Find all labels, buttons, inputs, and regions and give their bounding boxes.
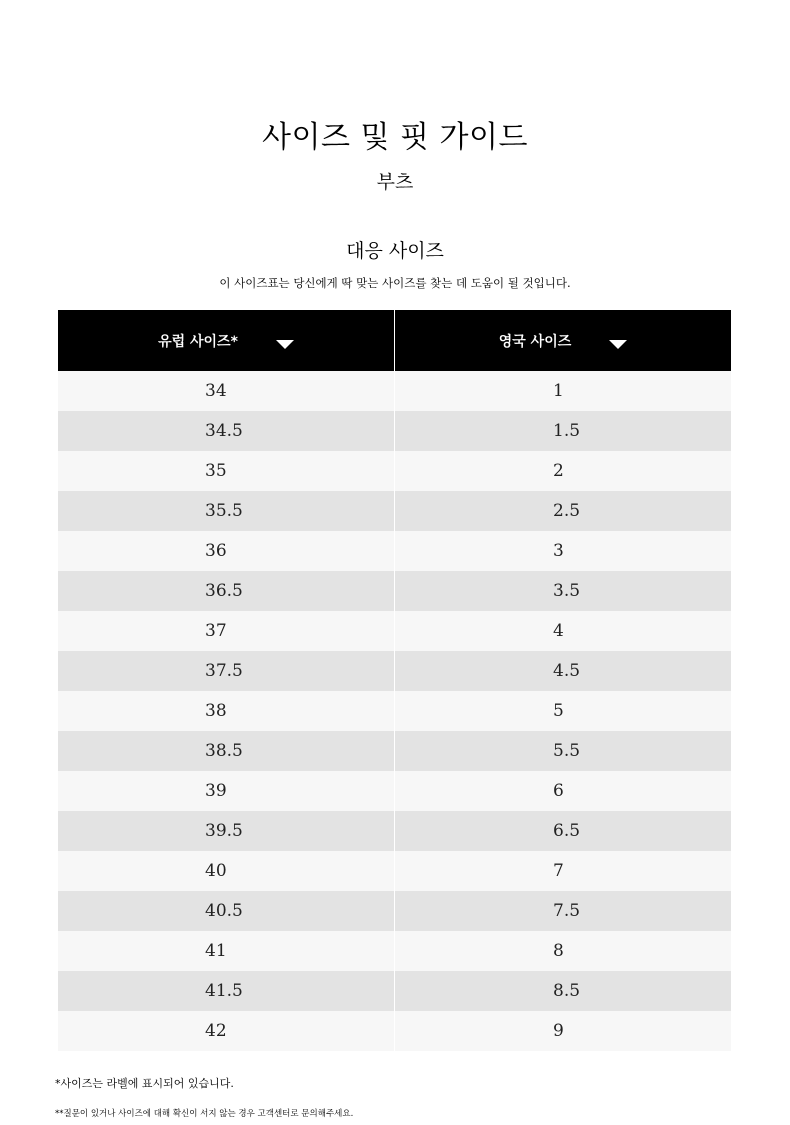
uk-size-cell: 8 bbox=[395, 931, 731, 971]
eu-size-cell: 37 bbox=[58, 611, 394, 651]
eu-size-column-header[interactable] bbox=[58, 310, 394, 371]
label-footnote: *사이즈는 라벨에 표시되어 있습니다. bbox=[55, 1077, 234, 1090]
table-row bbox=[58, 651, 731, 691]
table-row bbox=[58, 371, 731, 411]
eu-size-cell: 35.5 bbox=[58, 491, 394, 531]
uk-size-cell: 4.5 bbox=[395, 651, 731, 691]
table-row bbox=[58, 931, 731, 971]
eu-size-cell: 40.5 bbox=[58, 891, 394, 931]
table-row bbox=[58, 611, 731, 651]
table-row bbox=[58, 851, 731, 891]
table-row bbox=[58, 531, 731, 571]
caret-down-icon[interactable] bbox=[609, 340, 627, 349]
page-title: 사이즈 및 핏 가이드 bbox=[262, 120, 528, 155]
caret-down-icon[interactable] bbox=[276, 340, 294, 349]
uk-size-cell: 3.5 bbox=[395, 571, 731, 611]
table-row bbox=[58, 1011, 731, 1051]
uk-size-column-header[interactable] bbox=[395, 310, 731, 371]
uk-size-cell: 7 bbox=[395, 851, 731, 891]
section-description: 이 사이즈표는 당신에게 딱 맞는 사이즈를 찾는 데 도움이 될 것입니다. bbox=[219, 276, 571, 290]
table-row bbox=[58, 691, 731, 731]
size-table bbox=[58, 310, 731, 1051]
eu-size-cell: 36.5 bbox=[58, 571, 394, 611]
eu-size-cell: 36 bbox=[58, 531, 394, 571]
uk-size-cell: 8.5 bbox=[395, 971, 731, 1011]
uk-size-cell: 1.5 bbox=[395, 411, 731, 451]
uk-size-cell: 6.5 bbox=[395, 811, 731, 851]
table-row bbox=[58, 971, 731, 1011]
eu-size-cell: 41.5 bbox=[58, 971, 394, 1011]
table-row bbox=[58, 451, 731, 491]
uk-size-cell: 2 bbox=[395, 451, 731, 491]
uk-size-cell: 6 bbox=[395, 771, 731, 811]
table-row bbox=[58, 491, 731, 531]
table-row bbox=[58, 771, 731, 811]
eu-size-header-label: 유럽 사이즈* bbox=[158, 333, 238, 350]
uk-size-cell: 2.5 bbox=[395, 491, 731, 531]
eu-size-cell: 40 bbox=[58, 851, 394, 891]
eu-size-cell: 38.5 bbox=[58, 731, 394, 771]
size-table-body bbox=[58, 371, 731, 1051]
uk-size-cell: 3 bbox=[395, 531, 731, 571]
section-title: 대응 사이즈 bbox=[346, 240, 444, 262]
uk-size-cell: 7.5 bbox=[395, 891, 731, 931]
eu-size-cell: 37.5 bbox=[58, 651, 394, 691]
contact-footnote: **질문이 있거나 사이즈에 대해 확신이 서지 않는 경우 고객센터로 문의해주세요. bbox=[55, 1109, 354, 1119]
table-row bbox=[58, 411, 731, 451]
eu-size-cell: 39 bbox=[58, 771, 394, 811]
eu-size-cell: 34.5 bbox=[58, 411, 394, 451]
uk-size-cell: 4 bbox=[395, 611, 731, 651]
size-table-header bbox=[58, 310, 731, 371]
uk-size-cell: 9 bbox=[395, 1011, 731, 1051]
page-subtitle: 부츠 bbox=[376, 171, 414, 193]
table-row bbox=[58, 731, 731, 771]
eu-size-cell: 41 bbox=[58, 931, 394, 971]
uk-size-cell: 1 bbox=[395, 371, 731, 411]
uk-size-cell: 5.5 bbox=[395, 731, 731, 771]
eu-size-cell: 39.5 bbox=[58, 811, 394, 851]
uk-size-cell: 5 bbox=[395, 691, 731, 731]
table-row bbox=[58, 571, 731, 611]
eu-size-cell: 42 bbox=[58, 1011, 394, 1051]
eu-size-cell: 38 bbox=[58, 691, 394, 731]
eu-size-cell: 35 bbox=[58, 451, 394, 491]
table-row bbox=[58, 891, 731, 931]
uk-size-header-label: 영국 사이즈 bbox=[498, 333, 572, 350]
eu-size-cell: 34 bbox=[58, 371, 394, 411]
table-row bbox=[58, 811, 731, 851]
